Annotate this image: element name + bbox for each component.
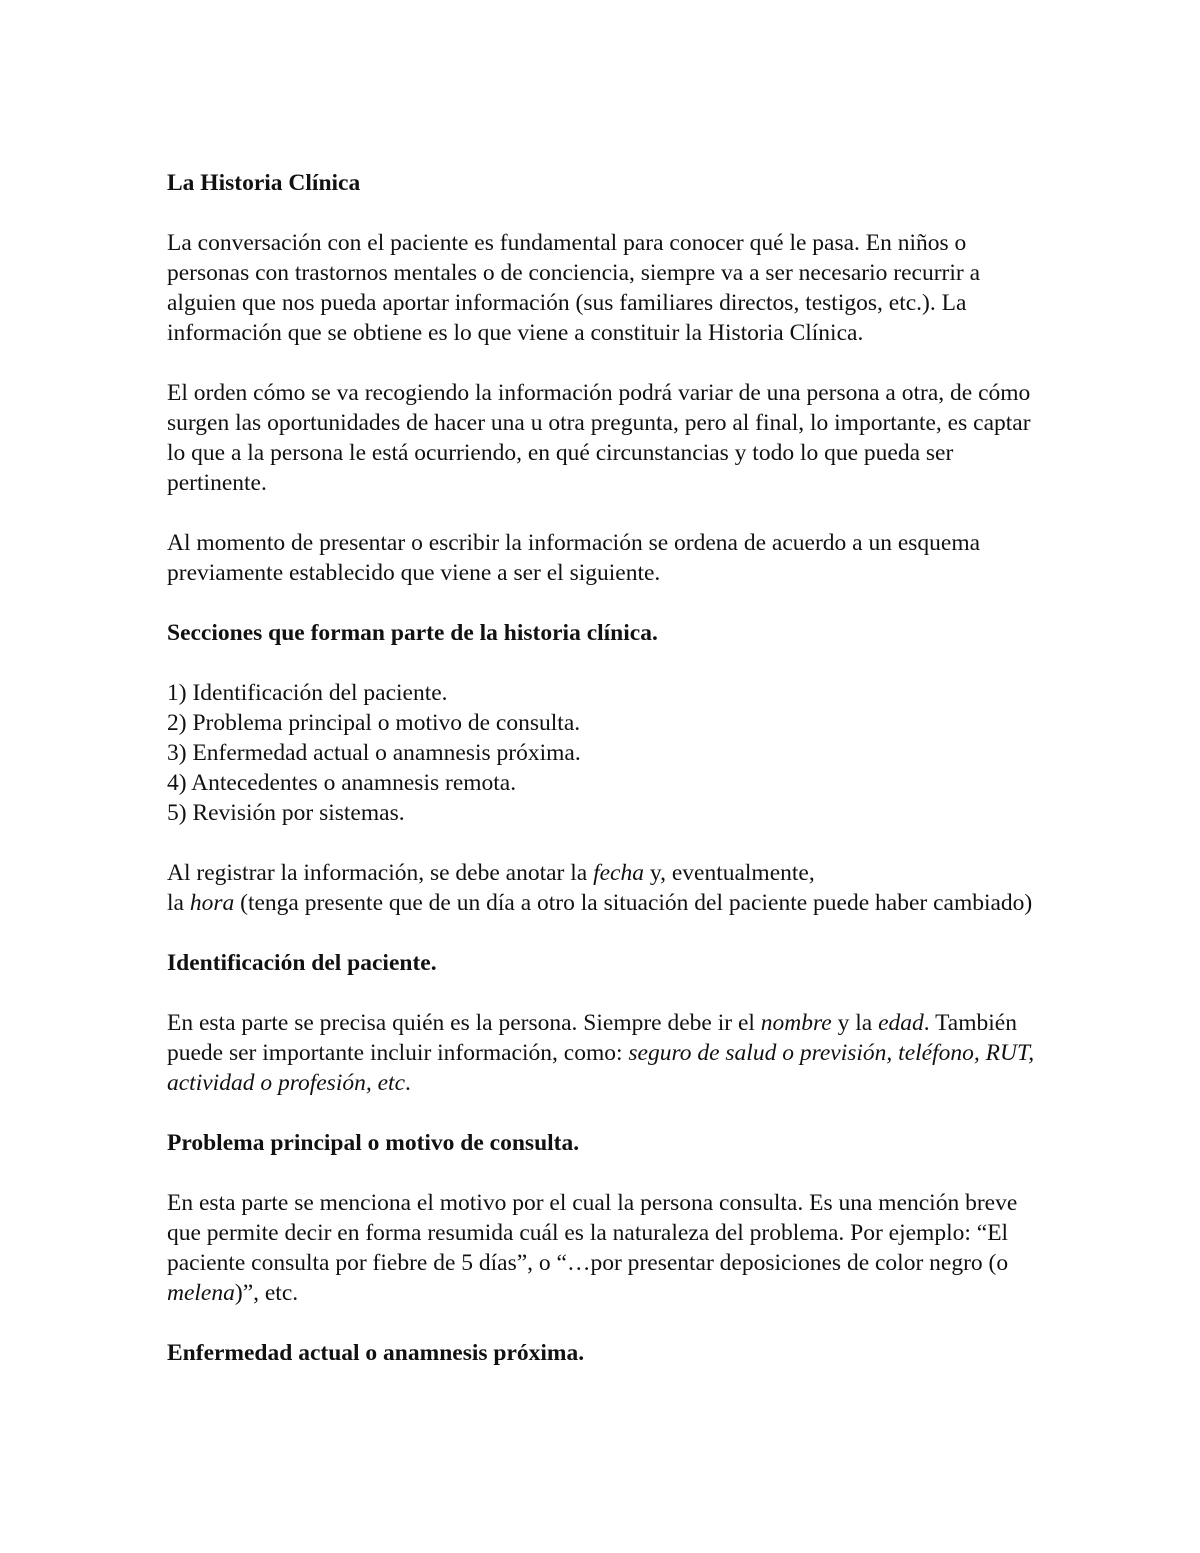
list-item: 5) Revisión por sistemas. (167, 800, 405, 826)
intro-paragraph-3: Al momento de presentar o escribir la información se ordena de acuerdo a un esquema previamente establecido que viene a ser el siguiente. (167, 530, 981, 586)
register-paragraph (167, 858, 1047, 918)
hora-term: hora (189, 890, 235, 916)
document-title: La Historia Clínica (167, 170, 361, 196)
identificacion-examples: seguro de salud o previsión, teléfono, RUT, actividad o profesión, etc (167, 1040, 1035, 1096)
identificacion-heading: Identificación del paciente. (167, 950, 437, 976)
identificacion-paragraph (167, 1008, 1047, 1098)
identificacion-text: . (405, 1070, 411, 1096)
intro-paragraph-2: El orden cómo se va recogiendo la información podrá variar de una persona a otra, de cómo surgen las oportunidades de hacer una u otra pregunta, pero al final, lo importante, es captar lo que a la persona le está ocurriendo, en qué circunstancias y todo lo que pueda ser pertinente. (167, 380, 1031, 496)
enfermedad-heading: Enfermedad actual o anamnesis próxima. (167, 1340, 585, 1366)
problema-text: En esta parte se menciona el motivo por el cual la persona consulta. Es una mención breve que permite decir en forma resumida cuál es la naturaleza del problema. Por ejemplo: “El paciente consulta por fiebre de 5 días”, o “…por presentar deposiciones de color negro (o (167, 1190, 1018, 1276)
register-text: Al registrar la información, se debe anotar la (167, 860, 594, 886)
identificacion-text: En esta parte se precisa quién es la persona. Siempre debe ir el (167, 1010, 761, 1036)
identificacion-text: y la (831, 1010, 879, 1036)
list-item: 3) Enfermedad actual o anamnesis próxima. (167, 740, 581, 766)
register-text: (tenga presente que de un día a otro la situación del paciente puede haber cambiado) (234, 890, 1033, 916)
problema-text: )”, etc. (234, 1280, 299, 1306)
problema-heading: Problema principal o motivo de consulta. (167, 1130, 580, 1156)
register-text: y, eventualmente, (643, 860, 815, 886)
melena-term: melena (167, 1280, 235, 1306)
intro-paragraph-1: La conversación con el paciente es fundamental para conocer qué le pasa. En niños o personas con trastornos mentales o de conciencia, siempre va a ser necesario recurrir a alguien que nos pueda aportar información (sus familiares directos, testigos, etc.). La información que se obtiene es lo que viene a constituir la Historia Clínica. (167, 230, 980, 346)
identificacion-text: . También puede ser importante incluir información, como: (167, 1010, 1017, 1066)
fecha-term: fecha (593, 860, 644, 886)
list-item: 1) Identificación del paciente. (167, 680, 448, 706)
sections-list (167, 678, 1047, 828)
register-text: la (167, 890, 190, 916)
document-page (167, 168, 1047, 1398)
sections-heading: Secciones que forman parte de la historia clínica. (167, 620, 658, 646)
nombre-term: nombre (760, 1010, 832, 1036)
edad-term: edad (878, 1010, 924, 1036)
list-item: 2) Problema principal o motivo de consulta. (167, 710, 581, 736)
list-item: 4) Antecedentes o anamnesis remota. (167, 770, 517, 796)
problema-paragraph (167, 1188, 1047, 1308)
